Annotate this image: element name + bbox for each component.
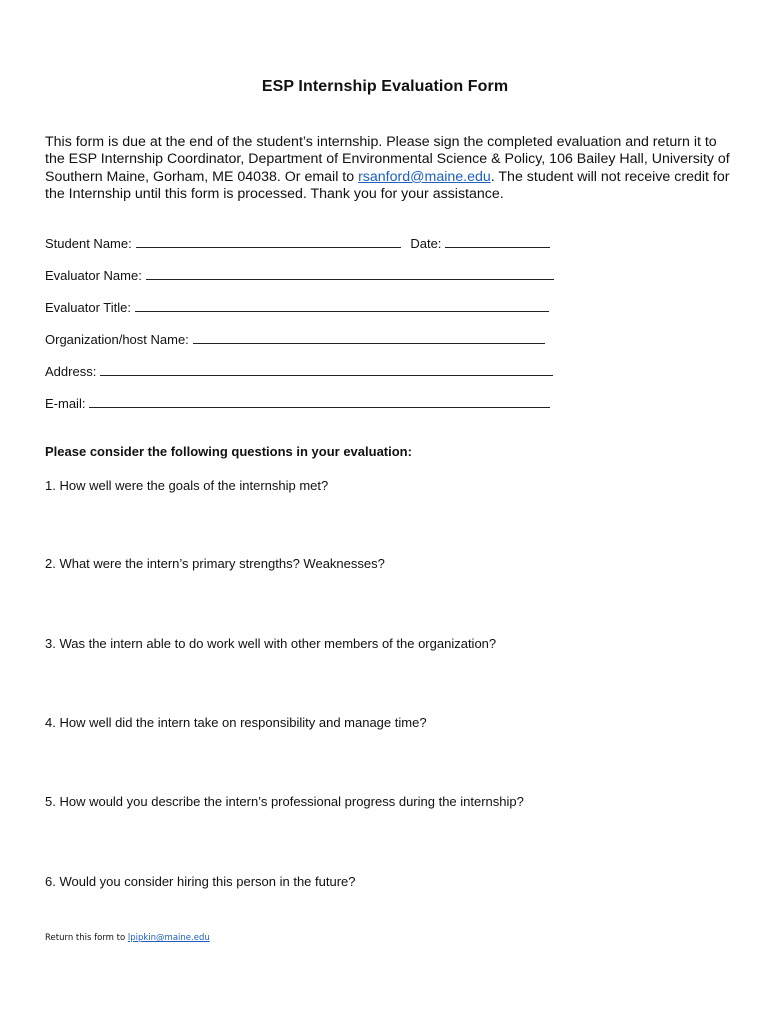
coordinator-email-link[interactable]: rsanford@maine.edu [358,168,491,185]
date-field[interactable] [445,236,550,248]
organization-label: Organization/host Name: [45,332,189,347]
organization-row [45,332,545,347]
address-field[interactable] [100,364,553,376]
email-row [45,396,550,411]
evaluator-name-field[interactable] [146,268,554,280]
date-label: Date: [410,236,442,251]
question-4: 4. How well did the intern take on responsibility and manage time? [45,715,427,730]
student-name-label: Student Name: [45,236,132,251]
evaluator-name-label: Evaluator Name: [45,268,142,283]
student-name-row [45,236,550,251]
question-6: 6. Would you consider hiring this person in the future? [45,874,356,889]
evaluator-title-field[interactable] [135,300,549,312]
address-label: Address: [45,364,97,379]
footer-email-link[interactable]: lpipkin@maine.edu [127,933,210,943]
organization-field[interactable] [193,332,545,344]
evaluator-title-row [45,300,549,315]
email-field[interactable] [89,396,550,408]
questions-heading: Please consider the following questions in your evaluation: [45,444,412,459]
address-row [45,364,553,379]
question-1: 1. How well were the goals of the internship met? [45,478,329,493]
footer-note [45,933,210,943]
footer-text: Return this form to [45,933,128,943]
email-label: E-mail: [45,396,86,411]
intro-paragraph [45,134,735,204]
evaluator-title-label: Evaluator Title: [45,300,131,315]
intro-text-before: This form is due at the end of the student’s internship. Please sign the completed evaluation and return it to the ESP Internship Coordinator, Department of Environmental Science & Policy, 106 Bailey Hall, University of Southern Maine, Gorham, ME 04038. Or email to [45,134,730,185]
form-title: ESP Internship Evaluation Form [261,78,509,95]
question-5: 5. How would you describe the intern’s professional progress during the internship? [45,794,524,809]
student-name-field[interactable] [136,236,401,248]
question-3: 3. Was the intern able to do work well with other members of the organization? [45,636,497,651]
evaluator-name-row [45,268,554,283]
intro-text-after: . The student will not receive credit for the Internship until this form is processed. Thank you for your assistance. [45,168,730,203]
question-2: 2. What were the intern’s primary strengths? Weaknesses? [45,556,385,571]
